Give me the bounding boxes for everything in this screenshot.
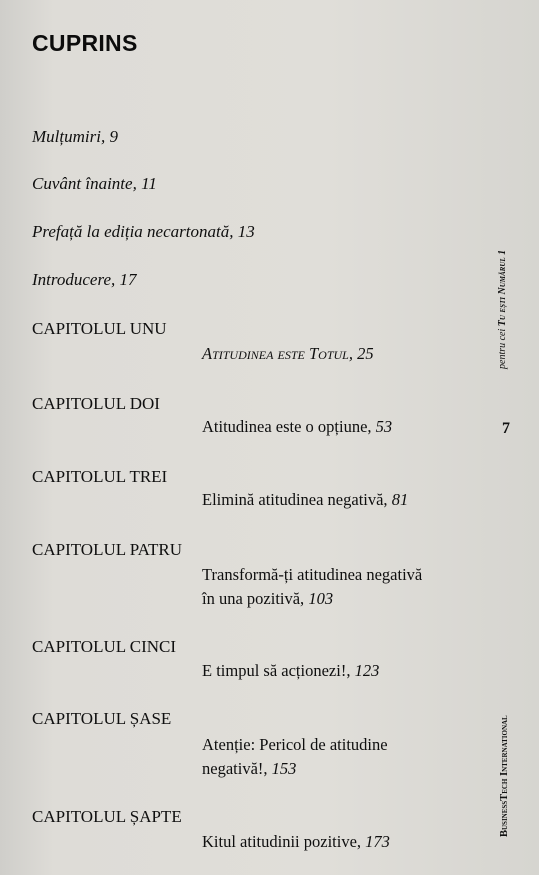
running-sidebar	[497, 250, 527, 850]
page-ref: 153	[271, 759, 297, 778]
chapter-title-2: Atitudinea este o opțiune, 53	[202, 417, 393, 436]
toc-entry-introduction: Introducere, 17	[32, 270, 137, 289]
page-ref: 13	[237, 222, 255, 241]
series-title: pentru cei Tu ești Numărul 1	[497, 250, 508, 370]
toc-entry-preface: Prefață la ediția necartonată, 13	[32, 222, 255, 241]
chapter-label-7: CAPITOLUL ȘAPTE	[32, 807, 182, 826]
toc-entry-foreword: Cuvânt înainte, 11	[32, 174, 157, 193]
chapter-title-7: Kitul atitudinii pozitive, 173	[202, 832, 390, 851]
page-ref: 9	[109, 127, 118, 146]
page-title: CUPRINS	[32, 30, 138, 56]
page-number: 7	[502, 420, 510, 437]
page-ref: 17	[119, 270, 137, 289]
page-ref: 103	[308, 589, 334, 608]
page-ref: 123	[354, 661, 380, 680]
chapter-title-3: Elimină atitudinea negativă, 81	[202, 490, 409, 509]
chapter-label-5: CAPITOLUL CINCI	[32, 637, 177, 656]
toc-entry-acknowledgements: Mulțumiri, 9	[32, 127, 118, 146]
chapter-label-6: CAPITOLUL ȘASE	[32, 709, 172, 728]
publisher-name: BusinessTech International	[499, 715, 510, 837]
chapter-label-1: CAPITOLUL UNU	[32, 319, 167, 338]
page-ref: 173	[365, 832, 390, 851]
chapter-label-3: CAPITOLUL TREI	[32, 467, 168, 486]
page-ref: 81	[391, 490, 409, 509]
page-ref: 25	[357, 344, 374, 363]
chapter-label-4: CAPITOLUL PATRU	[32, 540, 183, 559]
chapter-title-5: E timpul să acționezi!, 123	[202, 661, 380, 680]
chapter-title-6: Atenție: Pericol de atitudine negativă!, 153	[202, 735, 388, 778]
chapter-title-4: Transformă-ți atitudinea negativă în una pozitivă, 103	[202, 565, 423, 608]
chapter-label-2: CAPITOLUL DOI	[32, 394, 160, 413]
page-ref: 11	[141, 174, 157, 193]
chapter-title-1: Atitudinea este Totul, 25	[202, 344, 374, 363]
page-ref: 53	[375, 417, 393, 436]
